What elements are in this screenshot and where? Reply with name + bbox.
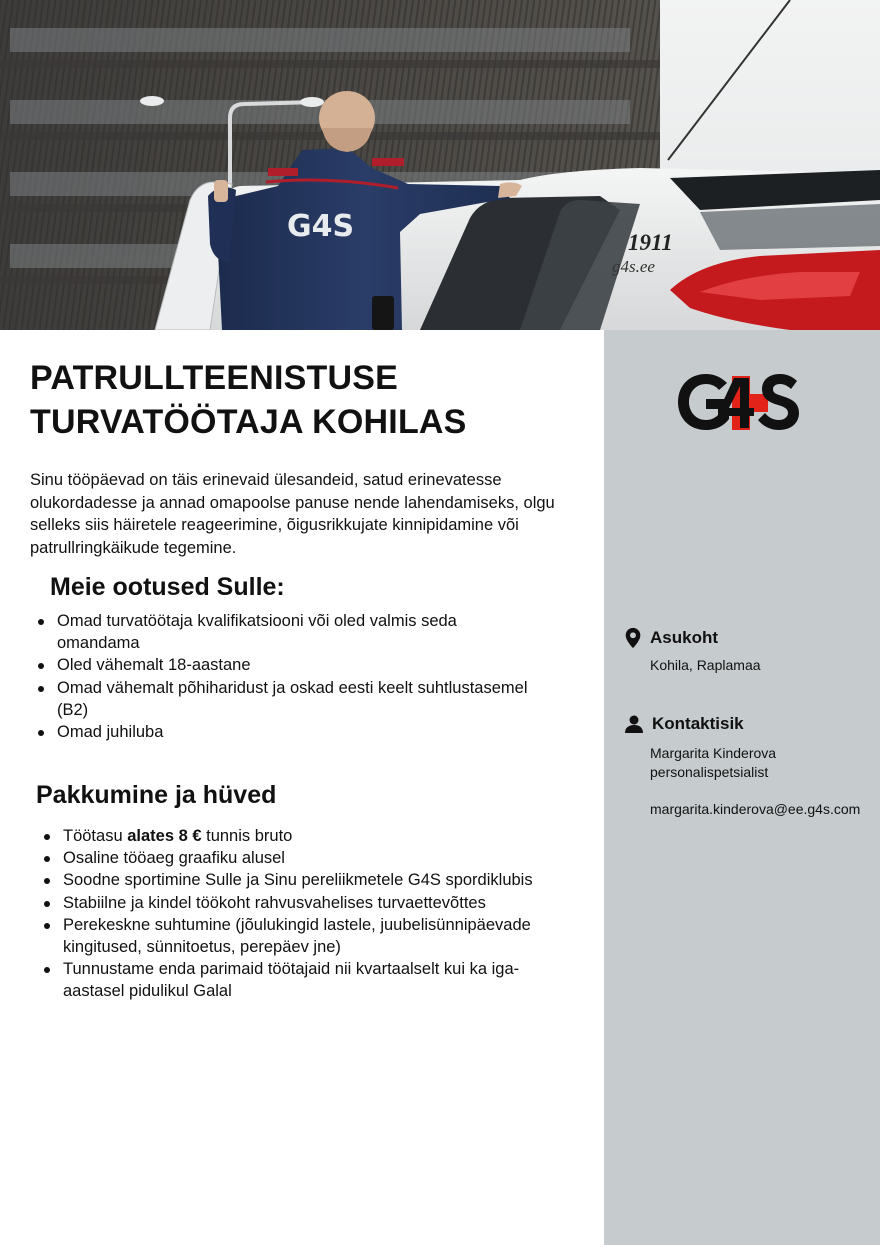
- salary-amount: alates 8 €: [127, 827, 202, 845]
- list-item: Omad vähemalt põhiharidust ja oskad eesti keelt suhtlustasemel (B2): [30, 677, 530, 721]
- list-item-salary: [36, 825, 576, 847]
- g4s-logo-mark: [676, 368, 802, 436]
- job-title-line-2: TURVATÖÖTAJA KOHILAS: [30, 403, 467, 441]
- list-item: Soodne sportimine Sulle ja Sinu pereliikmetele G4S spordiklubis: [36, 869, 576, 891]
- g4s-logo: [676, 368, 802, 436]
- list-item: Osaline tööaeg graafiku alusel: [36, 847, 576, 869]
- job-intro: Sinu tööpäevad on täis erinevaid ülesandeid, satud erinevatesse olukordadesse ja annad omapoolse panuse nende lahendamiseks, olgu selleks siis häiretele reageerimine, õigusrikkujate kinnipidamine või patrullringkäikude tegemine.: [30, 471, 555, 557]
- location-label: Asukoht: [650, 628, 718, 647]
- info-sidebar: [604, 330, 880, 1245]
- g4s-logo-text: G4S: [676, 368, 679, 369]
- offer-list: [36, 825, 576, 1003]
- contact-label: Kontaktisik: [652, 714, 744, 733]
- salary-prefix: Töötasu: [63, 827, 128, 845]
- contact-email[interactable]: margarita.kinderova@ee.g4s.com: [650, 801, 861, 817]
- contact-role: personalispetsialist: [650, 764, 769, 780]
- list-item: Stabiilne ja kindel töökoht rahvusvahelises turvaettevõttes: [36, 892, 576, 914]
- contact-name: Margarita Kinderova: [650, 745, 777, 761]
- salary-suffix: tunnis bruto: [201, 827, 293, 845]
- contact-heading: [624, 714, 860, 734]
- job-title: [30, 356, 590, 444]
- expectations-list: [30, 610, 530, 743]
- list-item: Tunnustame enda parimaid töötajaid nii kvartaalselt kui ka iga-aastasel pidulikul Galal: [36, 958, 576, 1002]
- list-item: Oled vähemalt 18-aastane: [30, 654, 530, 676]
- list-item: Omad turvatöötaja kvalifikatsiooni või oled valmis seda omandama: [30, 610, 530, 654]
- location-block: [624, 627, 761, 675]
- list-item: Omad juhiluba: [30, 721, 530, 743]
- car-number-text: 1911: [628, 230, 673, 255]
- list-item: Perekeskne suhtumine (jõulukingid lastele, juubelisünnipäevade kingitused, sünnitoetus, perepäev jne): [36, 914, 576, 958]
- car-web-text: g4s.ee: [612, 257, 655, 276]
- map-pin-icon: [624, 627, 642, 649]
- location-value: Kohila, Raplamaa: [650, 657, 761, 673]
- job-title-line-1: PATRULLTEENISTUSE: [30, 359, 398, 397]
- offer-heading: Pakkumine ja hüved: [36, 781, 277, 809]
- location-heading: [624, 627, 761, 649]
- expectations-heading: Meie ootused Sulle:: [50, 573, 285, 601]
- contact-block: [624, 714, 860, 819]
- hero-photo: [0, 0, 880, 330]
- person-icon: [624, 714, 644, 734]
- jacket-logo-text: G4S: [287, 209, 355, 244]
- hero-illustration: [0, 0, 880, 330]
